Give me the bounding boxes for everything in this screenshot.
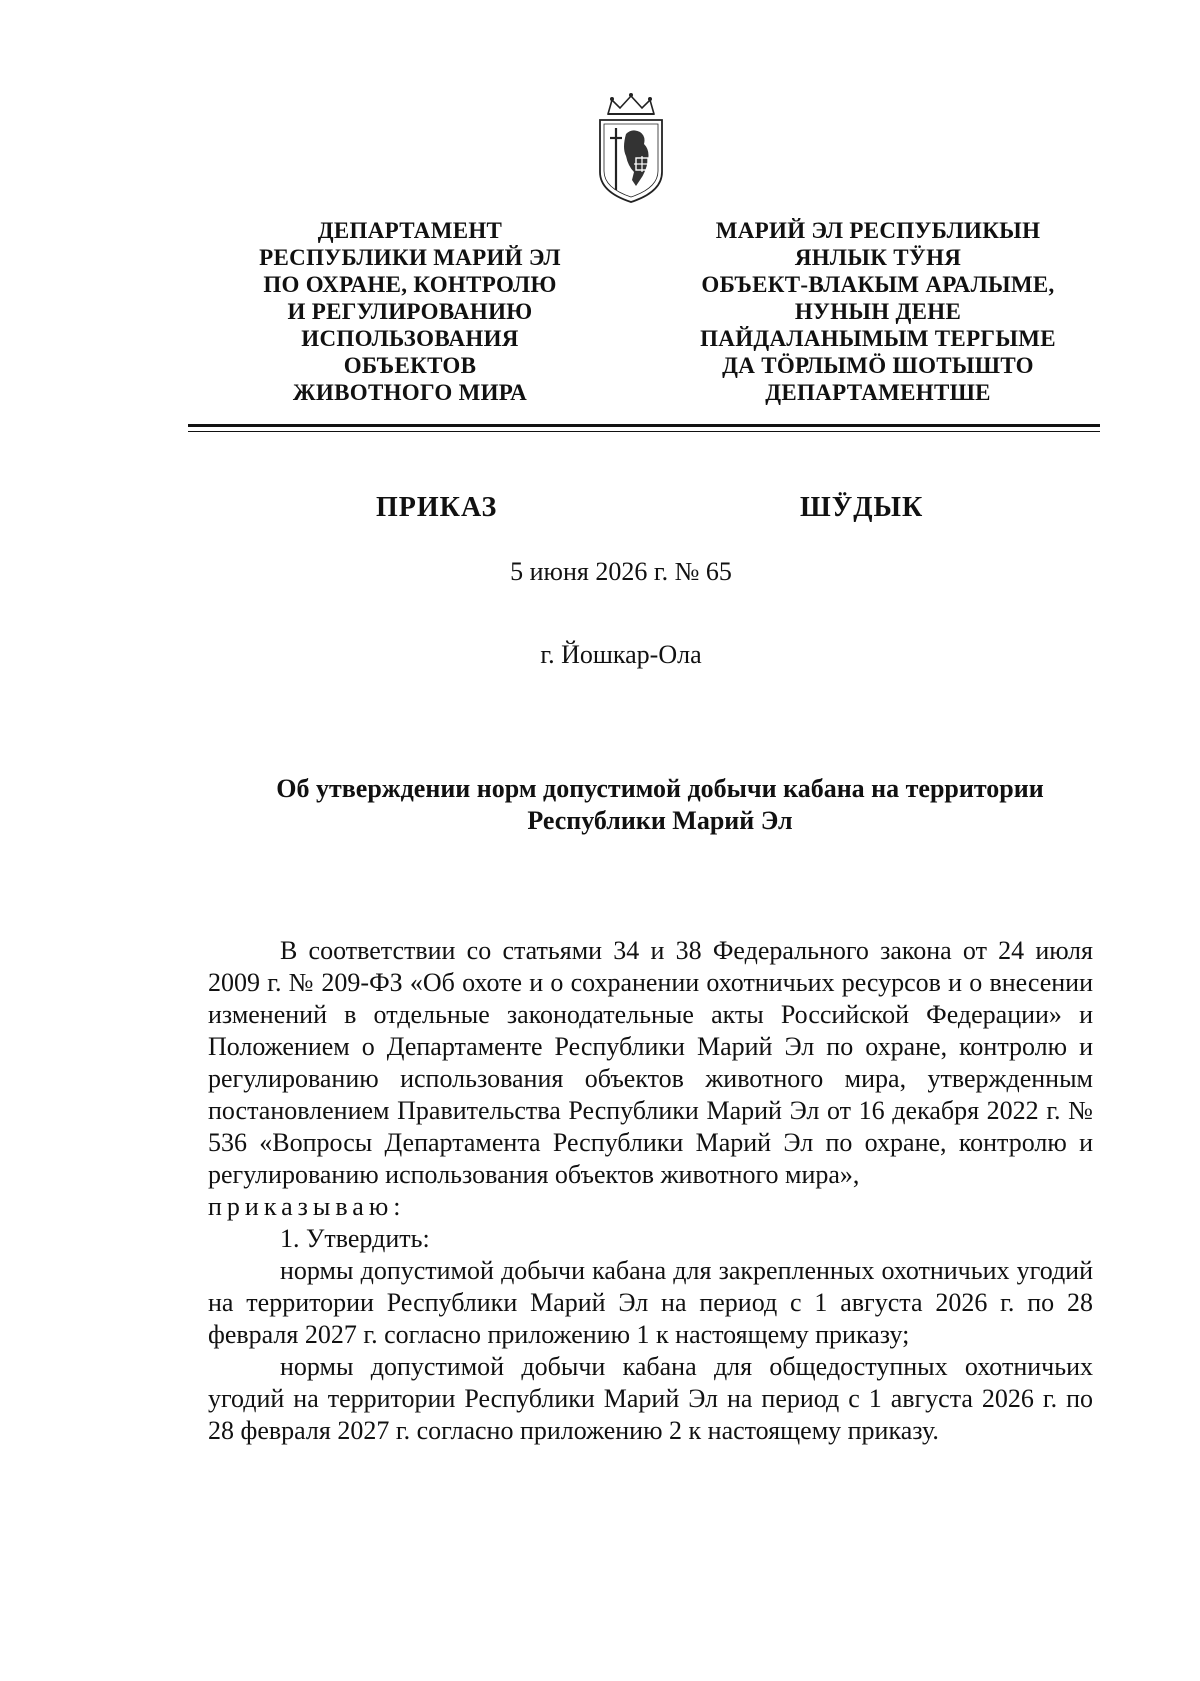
header-left-line: ОБЪЕКТОВ (343, 353, 477, 378)
header-right-line: ДЕПАРТАМЕНТШЕ (765, 380, 991, 405)
order-word: приказываю: (208, 1192, 406, 1221)
subject-line: Об утверждении норм допустимой добычи кабана на территории (276, 774, 1044, 803)
header-right-line: ОБЪЕКТ-ВЛАКЫМ АРАЛЫМЕ, (701, 272, 1055, 297)
document-type-russian: ПРИКАЗ (376, 492, 498, 523)
header-left-line: РЕСПУБЛИКИ МАРИЙ ЭЛ (259, 245, 561, 270)
header-right-line: ПАЙДАЛАНЫМЫМ ТЕРГЫМЕ (700, 326, 1056, 351)
preamble-paragraph: В соответствии со статьями 34 и 38 Федерального закона от 24 июля 2009 г. № 209-ФЗ «Об охоте и о сохранении охотничьих ресурсов и о внесении изменений в отдельные законодательные акты Российской Федерации» и Положением о Департаменте Республики Марий Эл по охране, контролю и регулированию использования объектов животного мира, утвержденным постановлением Правительства Республики Марий Эл от 16 декабря 2022 г. № 536 «Вопросы Департамента Республики Марий Эл по охране, контролю и регулированию использования объектов животного мира», (208, 936, 1093, 1189)
document-type-mari: ШӰДЫК (800, 492, 924, 523)
document-subject (220, 773, 1100, 837)
header-left-line: ПО ОХРАНЕ, КОНТРОЛЮ (263, 272, 557, 297)
header-divider-thin (188, 431, 1100, 432)
header-left-line: ИСПОЛЬЗОВАНИЯ (301, 326, 519, 351)
header-right-line: НУНЫН ДЕНЕ (794, 299, 962, 324)
item-1-heading: 1. Утвердить: (280, 1224, 430, 1253)
header-left-line: И РЕГУЛИРОВАНИЮ (287, 299, 533, 324)
header-divider-thick (188, 424, 1100, 427)
header-right-line: ЯНЛЫК ТӰНЯ (794, 245, 962, 270)
header-right-block (678, 217, 1078, 406)
document-body (208, 935, 1093, 1447)
header-right-line: ДА ТӦРЛЫМӦ ШОТЫШТО (722, 353, 1034, 378)
header-left-line: ДЕПАРТАМЕНТ (317, 218, 503, 243)
coat-of-arms-icon (596, 92, 666, 204)
header-left-block (210, 217, 610, 406)
document-city: г. Йошкар-Ола (540, 640, 702, 669)
header-right-line: МАРИЙ ЭЛ РЕСПУБЛИКЫН (715, 218, 1041, 243)
subject-line: Республики Марий Эл (527, 806, 793, 835)
item-1-clause-a: нормы допустимой добычи кабана для закрепленных охотничьих угодий на территории Республики Марий Эл на период с 1 августа 2026 г. по 28 февраля 2027 г. согласно приложению 1 к настоящему приказу; (208, 1256, 1093, 1349)
item-1-clause-b: нормы допустимой добычи кабана для общедоступных охотничьих угодий на территории Республики Марий Эл на период с 1 августа 2026 г. по 28 февраля 2027 г. согласно приложению 2 к настоящему приказу. (208, 1352, 1093, 1445)
header-left-line: ЖИВОТНОГО МИРА (292, 380, 528, 405)
document-date-number: 5 июня 2026 г. № 65 (510, 557, 732, 586)
